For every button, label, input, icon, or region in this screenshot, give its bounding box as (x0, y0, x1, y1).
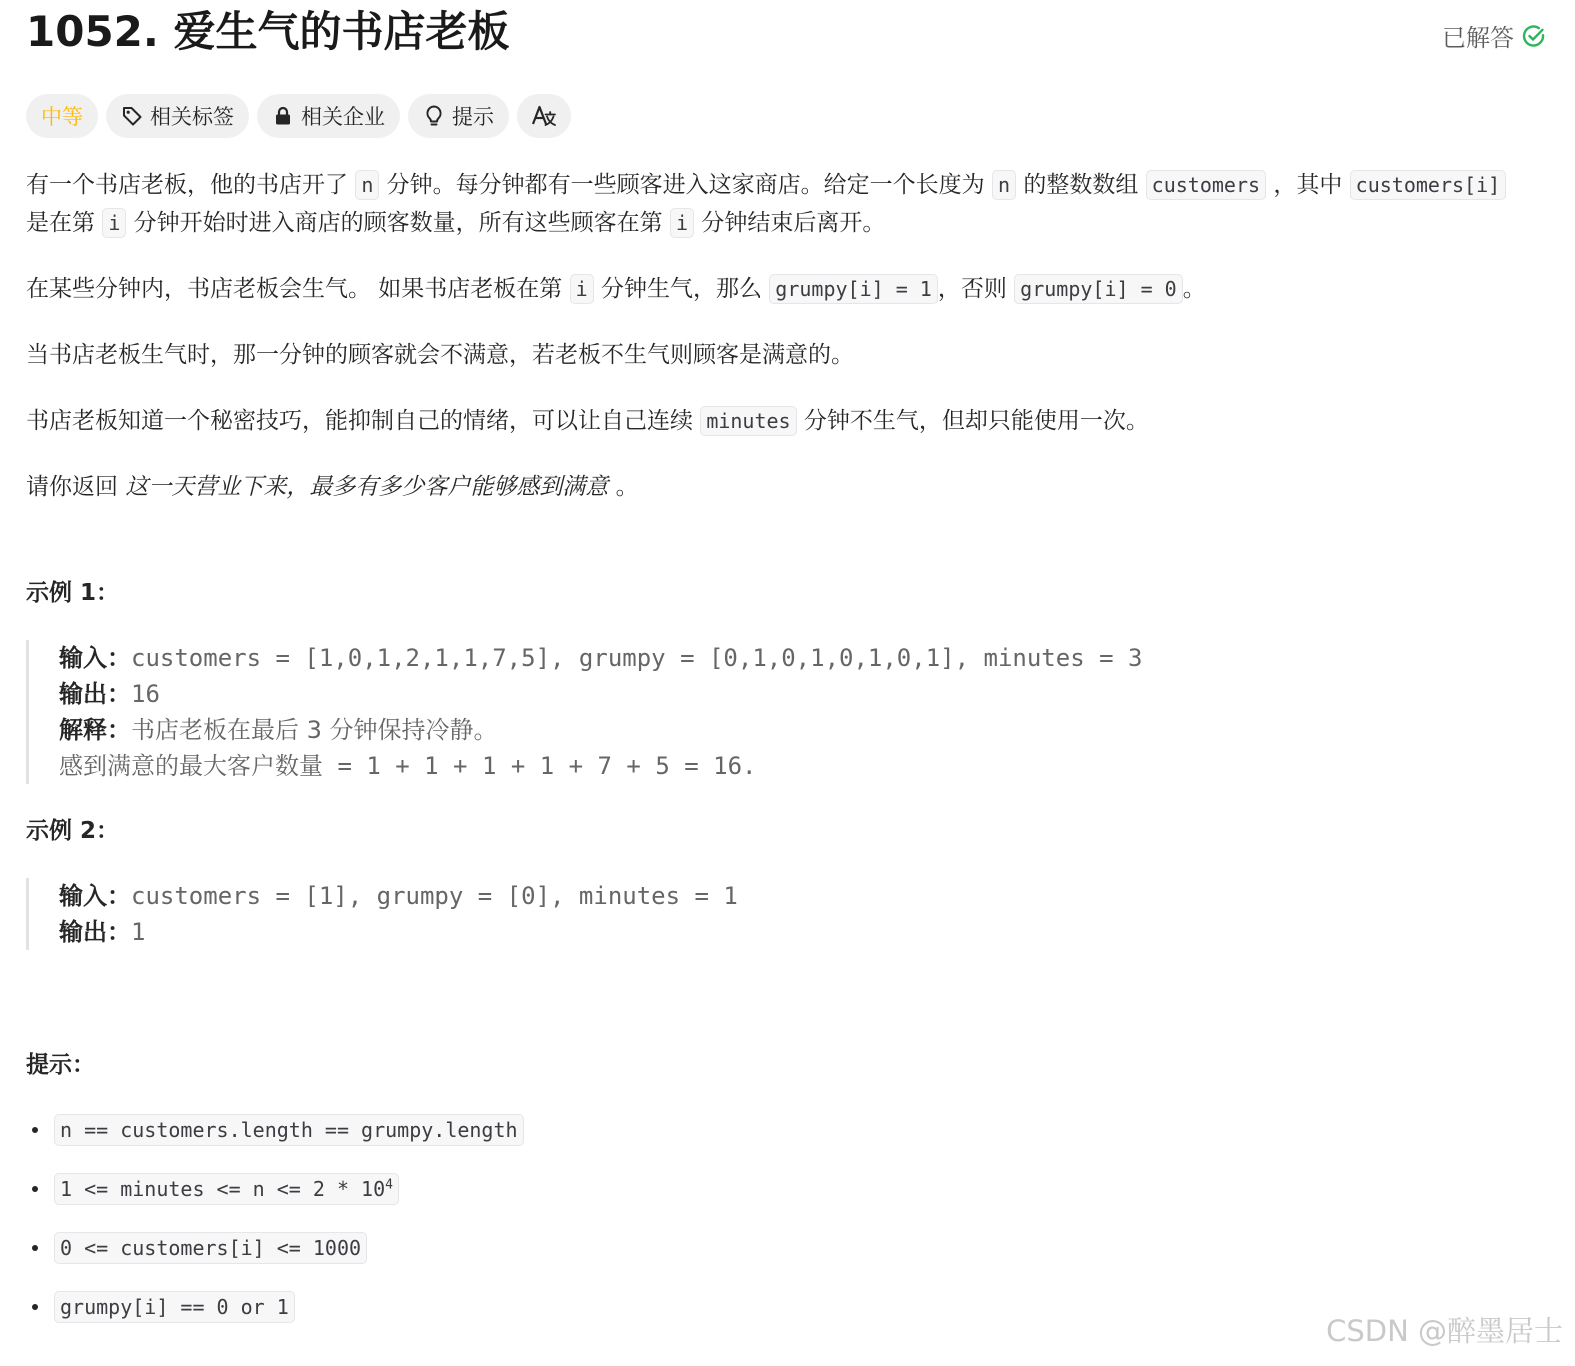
text-span: ，否则 (937, 276, 1007, 302)
inline-code: customers[i] (1350, 170, 1507, 200)
solved-status (1442, 18, 1546, 53)
tag-bar (26, 94, 571, 138)
example-1-block (26, 640, 1142, 784)
list-item (26, 1226, 524, 1270)
hint-label: 提示 (452, 105, 494, 129)
superscript: 4 (385, 1177, 393, 1193)
inline-code: minutes (700, 406, 796, 436)
constraint-code: grumpy[i] == 0 or 1 (54, 1291, 295, 1323)
related-tags-label: 相关标签 (150, 105, 234, 129)
explanation-value: 书店老板在最后 3 分钟保持冷静。 (131, 716, 498, 744)
constraint-code (54, 1173, 399, 1205)
title-row (26, 0, 1546, 68)
solved-status-label: 已解答 (1442, 24, 1514, 52)
text-span: 在某些分钟内，书店老板会生气。 如果书店老板在第 (26, 276, 563, 302)
description-paragraph-2 (26, 270, 1526, 308)
output-label: 输出： (59, 680, 131, 708)
inline-code: customers (1146, 170, 1266, 200)
related-companies-button[interactable] (257, 94, 400, 138)
lock-icon (272, 105, 294, 127)
description-paragraph-1 (26, 166, 1526, 242)
description-paragraph-5 (26, 468, 1526, 506)
problem-page (26, 0, 1546, 1319)
input-value: customers = [1,0,1,2,1,1,7,5], grumpy = [0,1,0,1,0,1,0,1], minutes = 3 (131, 644, 1143, 672)
text-span: 分钟不生气，但却只能使用一次。 (803, 408, 1149, 434)
explanation-label: 解释： (59, 716, 131, 744)
description-paragraph-4 (26, 402, 1526, 440)
problem-description (26, 166, 1526, 506)
explanation-line-2-formula: = 1 + 1 + 1 + 1 + 7 + 5 = 16. (323, 752, 757, 780)
inline-code: n (992, 170, 1016, 200)
emphasis-text: 这一天营业下来，最多有多少客户能够感到满意 (125, 474, 609, 500)
input-label: 输入： (59, 882, 131, 910)
text-span: 有一个书店老板，他的书店开了 (26, 172, 348, 198)
inline-code: i (570, 274, 594, 304)
text-span: 书店老板知道一个秘密技巧，能抑制自己的情绪，可以让自己连续 (26, 408, 693, 434)
explanation-line-2: 感到满意的最大客户数量 (59, 752, 323, 780)
hint-button[interactable] (408, 94, 509, 138)
problem-title[interactable]: 1052. 爱生气的书店老板 (26, 7, 510, 56)
input-label: 输入： (59, 644, 131, 672)
csdn-watermark: CSDN @醉墨居士 (1326, 1314, 1563, 1348)
inline-code: grumpy[i] = 0 (1014, 274, 1183, 304)
inline-code: i (102, 208, 126, 238)
output-label: 输出： (59, 918, 131, 946)
check-circle-icon (1522, 24, 1546, 48)
translate-button[interactable] (517, 94, 571, 138)
output-value: 16 (131, 680, 160, 708)
difficulty-badge (26, 94, 98, 138)
text-span: 分钟开始时进入商店的顾客数量，所有这些顾客在第 (133, 210, 663, 236)
text-span: 分钟。每分钟都有一些顾客进入这家商店。给定一个长度为 (386, 172, 985, 198)
text-span: 分钟生气，那么 (600, 276, 762, 302)
lightbulb-icon (423, 104, 445, 128)
inline-code: grumpy[i] = 1 (769, 274, 938, 304)
constraints-list (26, 1108, 524, 1344)
text-span: 分钟结束后离开。 (701, 210, 886, 236)
example-1-heading: 示例 1： (26, 580, 120, 606)
inline-code: i (670, 208, 694, 238)
list-item (26, 1285, 524, 1329)
output-value: 1 (131, 918, 146, 946)
text-span: 的整数数组 (1023, 172, 1139, 198)
constraint-code: n == customers.length == grumpy.length (54, 1114, 524, 1146)
input-value: customers = [1], grumpy = [0], minutes = 1 (131, 882, 738, 910)
related-companies-label: 相关企业 (301, 105, 385, 129)
tag-icon (121, 105, 143, 127)
text-span: ，其中 (1273, 172, 1343, 198)
inline-code: n (355, 170, 379, 200)
example-2-block (26, 878, 738, 950)
text-span: 是在第 (26, 210, 95, 236)
text-span: 。 (1182, 276, 1206, 302)
difficulty-label: 中等 (41, 105, 83, 129)
text-span: 请你返回 (26, 474, 118, 500)
constraint-code: 0 <= customers[i] <= 1000 (54, 1232, 367, 1264)
text-span: 。 (615, 474, 639, 500)
description-paragraph-3: 当书店老板生气时，那一分钟的顾客就会不满意，若老板不生气则顾客是满意的。 (26, 342, 854, 368)
translate-icon (531, 104, 557, 128)
constraint-base: 1 <= minutes <= n <= 2 * 10 (60, 1177, 386, 1201)
list-item (26, 1108, 524, 1152)
list-item (26, 1167, 524, 1211)
constraints-heading: 提示： (26, 1052, 95, 1078)
related-tags-button[interactable] (106, 94, 249, 138)
example-2-heading: 示例 2： (26, 818, 120, 844)
